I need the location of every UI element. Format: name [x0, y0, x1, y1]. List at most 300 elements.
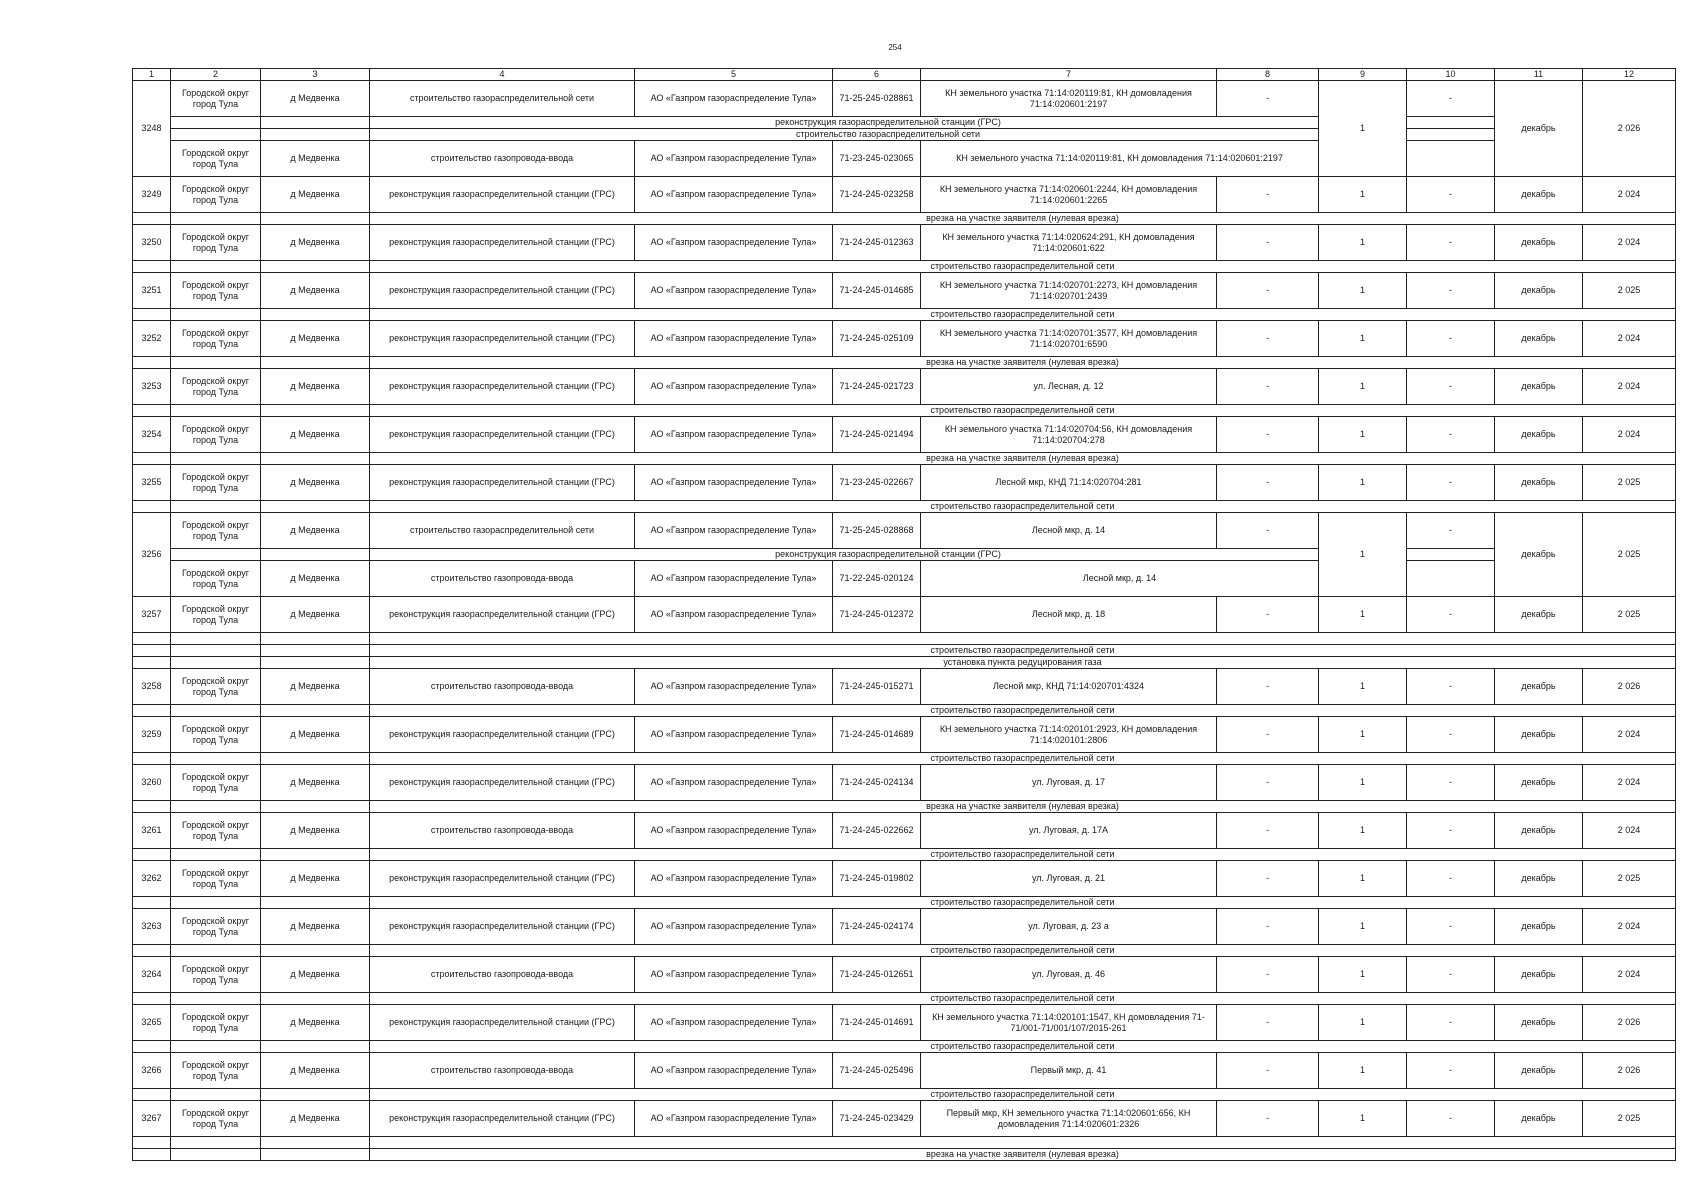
work-type-cell: реконструкция газораспределительной станции (ГРС) — [370, 765, 635, 801]
empty-cell — [261, 705, 370, 717]
address-cell: КН земельного участка 71:14:020119:81, КН домовладения 71:14:020601:2197 — [921, 81, 1217, 117]
col10-cell: - — [1407, 765, 1495, 801]
district-cell: Городской округ город Тула — [171, 765, 261, 801]
col10-cell: - — [1407, 177, 1495, 213]
column-number-row — [133, 69, 1676, 81]
code-cell: 71-24-245-012372 — [833, 597, 921, 633]
organization-cell: АО «Газпром газораспределение Тула» — [635, 861, 833, 897]
col8-cell: - — [1217, 177, 1319, 213]
empty-cell — [171, 1149, 261, 1161]
work-type-cell: реконструкция газораспределительной станции (ГРС) — [370, 369, 635, 405]
district-cell: Городской округ город Тула — [171, 141, 261, 177]
empty-cell — [1407, 561, 1495, 597]
entry-number: 3267 — [133, 1101, 171, 1137]
col9-cell: 1 — [1319, 513, 1407, 597]
month-cell: декабрь — [1495, 465, 1583, 501]
entry-number: 3254 — [133, 417, 171, 453]
empty-cell — [171, 633, 261, 645]
settlement-cell: д Медвенка — [261, 417, 370, 453]
year-cell: 2 026 — [1583, 669, 1676, 705]
entry-number: 3260 — [133, 765, 171, 801]
empty-cell — [261, 1089, 370, 1101]
district-cell: Городской округ город Тула — [171, 1005, 261, 1041]
empty-cell — [133, 753, 171, 765]
district-cell: Городской округ город Тула — [171, 321, 261, 357]
district-cell: Городской округ город Тула — [171, 861, 261, 897]
settlement-cell: д Медвенка — [261, 669, 370, 705]
address-cell: КН земельного участка 71:14:020601:2244, КН домовладения 71:14:020601:2265 — [921, 177, 1217, 213]
empty-cell — [261, 405, 370, 417]
code-cell: 71-24-245-023429 — [833, 1101, 921, 1137]
organization-cell: АО «Газпром газораспределение Тула» — [635, 957, 833, 993]
month-cell: декабрь — [1495, 597, 1583, 633]
empty-cell — [171, 1137, 261, 1149]
col8-cell: - — [1217, 465, 1319, 501]
month-cell: декабрь — [1495, 813, 1583, 849]
settlement-cell: д Медвенка — [261, 765, 370, 801]
col10-cell: - — [1407, 1101, 1495, 1137]
col8-cell: - — [1217, 513, 1319, 549]
address-cell: КН земельного участка 71:14:020701:2273, КН домовладения 71:14:020701:2439 — [921, 273, 1217, 309]
table-row — [133, 513, 1676, 549]
col8-cell: - — [1217, 909, 1319, 945]
code-cell: 71-22-245-020124 — [833, 561, 921, 597]
note-row — [133, 705, 1676, 717]
year-cell: 2 024 — [1583, 177, 1676, 213]
empty-cell — [261, 1137, 370, 1149]
year-cell: 2 024 — [1583, 813, 1676, 849]
note-row — [133, 897, 1676, 909]
empty-cell — [261, 129, 370, 141]
code-cell: 71-24-245-025109 — [833, 321, 921, 357]
empty-cell — [261, 1041, 370, 1053]
col8-cell: - — [1217, 81, 1319, 117]
note-row — [133, 753, 1676, 765]
note-row — [133, 993, 1676, 1005]
organization-cell: АО «Газпром газораспределение Тула» — [635, 1005, 833, 1041]
district-cell: Городской округ город Тула — [171, 273, 261, 309]
table-row — [133, 765, 1676, 801]
year-cell: 2 025 — [1583, 1101, 1676, 1137]
work-type-cell: строительство газопровода-ввода — [370, 561, 635, 597]
col10-cell: - — [1407, 1005, 1495, 1041]
year-cell: 2 024 — [1583, 369, 1676, 405]
year-cell: 2 026 — [1583, 1053, 1676, 1089]
month-cell: декабрь — [1495, 225, 1583, 261]
col9-cell: 1 — [1319, 717, 1407, 753]
district-cell: Городской округ город Тула — [171, 369, 261, 405]
note-cell: строительство газораспределительной сети — [370, 501, 1676, 513]
table-row — [133, 861, 1676, 897]
col10-cell: - — [1407, 1053, 1495, 1089]
settlement-cell: д Медвенка — [261, 1053, 370, 1089]
note-cell: строительство газораспределительной сети — [370, 261, 1676, 273]
district-cell: Городской округ город Тула — [171, 909, 261, 945]
empty-cell — [171, 261, 261, 273]
note-cell — [370, 633, 1676, 645]
work-type-cell: реконструкция газораспределительной станции (ГРС) — [370, 909, 635, 945]
entry-number: 3255 — [133, 465, 171, 501]
month-cell: декабрь — [1495, 321, 1583, 357]
work-type-cell: строительство газопровода-ввода — [370, 141, 635, 177]
empty-cell — [171, 1041, 261, 1053]
code-cell: 71-24-245-021723 — [833, 369, 921, 405]
note-row — [133, 849, 1676, 861]
entry-number: 3265 — [133, 1005, 171, 1041]
empty-cell — [171, 657, 261, 669]
empty-cell — [261, 657, 370, 669]
table-row — [133, 1053, 1676, 1089]
column-number-cell: 6 — [833, 69, 921, 81]
table-row — [133, 909, 1676, 945]
empty-cell — [133, 501, 171, 513]
work-type-cell: реконструкция газораспределительной станции (ГРС) — [370, 321, 635, 357]
table-row — [133, 561, 1676, 597]
col10-cell: - — [1407, 465, 1495, 501]
organization-cell: АО «Газпром газораспределение Тула» — [635, 81, 833, 117]
col10-cell: - — [1407, 513, 1495, 549]
note-row — [133, 453, 1676, 465]
column-number-cell: 7 — [921, 69, 1217, 81]
col9-cell: 1 — [1319, 81, 1407, 177]
empty-cell — [171, 309, 261, 321]
empty-cell — [1407, 129, 1495, 141]
note-cell: строительство газораспределительной сети — [370, 129, 1407, 141]
organization-cell: АО «Газпром газораспределение Тула» — [635, 765, 833, 801]
column-number-cell: 8 — [1217, 69, 1319, 81]
col9-cell: 1 — [1319, 1005, 1407, 1041]
col8-cell: - — [1217, 861, 1319, 897]
empty-cell — [133, 945, 171, 957]
empty-cell — [261, 945, 370, 957]
code-cell: 71-24-245-014689 — [833, 717, 921, 753]
empty-cell — [261, 849, 370, 861]
empty-cell — [261, 993, 370, 1005]
entry-number: 3249 — [133, 177, 171, 213]
empty-cell — [171, 753, 261, 765]
col10-cell: - — [1407, 81, 1495, 117]
settlement-cell: д Медвенка — [261, 1101, 370, 1137]
note-row — [133, 633, 1676, 645]
col9-cell: 1 — [1319, 861, 1407, 897]
col9-cell: 1 — [1319, 957, 1407, 993]
note-row — [133, 549, 1676, 561]
page-number: 254 — [888, 43, 902, 52]
empty-cell — [171, 129, 261, 141]
empty-cell — [171, 549, 261, 561]
entry-number: 3251 — [133, 273, 171, 309]
settlement-cell: д Медвенка — [261, 141, 370, 177]
district-cell: Городской округ город Тула — [171, 597, 261, 633]
address-cell: КН земельного участка 71:14:020704:56, КН домовладения 71:14:020704:278 — [921, 417, 1217, 453]
note-row — [133, 1041, 1676, 1053]
settlement-cell: д Медвенка — [261, 561, 370, 597]
year-cell: 2 024 — [1583, 957, 1676, 993]
col8-cell: - — [1217, 1101, 1319, 1137]
note-row — [133, 1149, 1676, 1161]
table-row — [133, 717, 1676, 753]
empty-cell — [261, 309, 370, 321]
year-cell: 2 025 — [1583, 513, 1676, 597]
entry-number: 3248 — [133, 81, 171, 177]
empty-cell — [171, 405, 261, 417]
empty-cell — [1407, 141, 1495, 177]
column-number-cell: 10 — [1407, 69, 1495, 81]
entry-number: 3262 — [133, 861, 171, 897]
note-cell: врезка на участке заявителя (нулевая врезка) — [370, 801, 1676, 813]
note-cell: строительство газораспределительной сети — [370, 705, 1676, 717]
col10-cell: - — [1407, 273, 1495, 309]
month-cell: декабрь — [1495, 369, 1583, 405]
organization-cell: АО «Газпром газораспределение Тула» — [635, 225, 833, 261]
month-cell: декабрь — [1495, 273, 1583, 309]
organization-cell: АО «Газпром газораспределение Тула» — [635, 717, 833, 753]
district-cell: Городской округ город Тула — [171, 957, 261, 993]
code-cell: 71-24-245-025496 — [833, 1053, 921, 1089]
district-cell: Городской округ город Тула — [171, 1101, 261, 1137]
address-cell: ул. Луговая, д. 21 — [921, 861, 1217, 897]
settlement-cell: д Медвенка — [261, 225, 370, 261]
column-number-cell: 4 — [370, 69, 635, 81]
note-cell: установка пункта редуцирования газа — [370, 657, 1676, 669]
work-type-cell: строительство газораспределительной сети — [370, 513, 635, 549]
note-cell: строительство газораспределительной сети — [370, 1089, 1676, 1101]
empty-cell — [133, 849, 171, 861]
col9-cell: 1 — [1319, 465, 1407, 501]
empty-cell — [261, 897, 370, 909]
address-cell: КН земельного участка 71:14:020119:81, КН домовладения 71:14:020601:2197 — [921, 141, 1319, 177]
district-cell: Городской округ город Тула — [171, 417, 261, 453]
empty-cell — [133, 405, 171, 417]
col10-cell: - — [1407, 417, 1495, 453]
table-row — [133, 813, 1676, 849]
empty-cell — [261, 453, 370, 465]
district-cell: Городской округ город Тула — [171, 513, 261, 549]
work-type-cell: реконструкция газораспределительной станции (ГРС) — [370, 861, 635, 897]
code-cell: 71-24-245-023258 — [833, 177, 921, 213]
work-type-cell: строительство газораспределительной сети — [370, 81, 635, 117]
note-cell: строительство газораспределительной сети — [370, 945, 1676, 957]
work-type-cell: реконструкция газораспределительной станции (ГРС) — [370, 225, 635, 261]
empty-cell — [133, 897, 171, 909]
note-row — [133, 645, 1676, 657]
empty-cell — [261, 213, 370, 225]
empty-cell — [133, 801, 171, 813]
month-cell: декабрь — [1495, 1053, 1583, 1089]
empty-cell — [171, 705, 261, 717]
work-type-cell: строительство газопровода-ввода — [370, 957, 635, 993]
table-row — [133, 225, 1676, 261]
col10-cell: - — [1407, 321, 1495, 357]
col8-cell: - — [1217, 369, 1319, 405]
empty-cell — [133, 309, 171, 321]
address-cell: ул. Луговая, д. 23 а — [921, 909, 1217, 945]
entry-number: 3253 — [133, 369, 171, 405]
empty-cell — [261, 549, 370, 561]
year-cell: 2 024 — [1583, 321, 1676, 357]
column-number-cell: 5 — [635, 69, 833, 81]
note-row — [133, 117, 1676, 129]
note-cell: реконструкция газораспределительной станции (ГРС) — [370, 117, 1407, 129]
table-row — [133, 369, 1676, 405]
col9-cell: 1 — [1319, 813, 1407, 849]
settlement-cell: д Медвенка — [261, 861, 370, 897]
note-cell: строительство газораспределительной сети — [370, 645, 1676, 657]
col10-cell: - — [1407, 813, 1495, 849]
organization-cell: АО «Газпром газораспределение Тула» — [635, 669, 833, 705]
col10-cell: - — [1407, 909, 1495, 945]
empty-cell — [133, 1041, 171, 1053]
work-type-cell: строительство газопровода-ввода — [370, 669, 635, 705]
empty-cell — [171, 453, 261, 465]
column-number-cell: 2 — [171, 69, 261, 81]
col9-cell: 1 — [1319, 321, 1407, 357]
col8-cell: - — [1217, 669, 1319, 705]
code-cell: 71-23-245-023065 — [833, 141, 921, 177]
settlement-cell: д Медвенка — [261, 273, 370, 309]
note-row — [133, 1137, 1676, 1149]
organization-cell: АО «Газпром газораспределение Тула» — [635, 909, 833, 945]
note-row — [133, 261, 1676, 273]
organization-cell: АО «Газпром газораспределение Тула» — [635, 321, 833, 357]
year-cell: 2 025 — [1583, 465, 1676, 501]
table-row — [133, 597, 1676, 633]
table-row — [133, 1005, 1676, 1041]
col9-cell: 1 — [1319, 669, 1407, 705]
year-cell: 2 024 — [1583, 765, 1676, 801]
address-cell: ул. Луговая, д. 17 — [921, 765, 1217, 801]
table-row — [133, 321, 1676, 357]
address-cell: КН земельного участка 71:14:020101:1547, КН домовладения 71-71/001-71/001/107/2015-261 — [921, 1005, 1217, 1041]
entry-number: 3252 — [133, 321, 171, 357]
code-cell: 71-24-245-014685 — [833, 273, 921, 309]
district-cell: Городской округ город Тула — [171, 177, 261, 213]
entry-number: 3261 — [133, 813, 171, 849]
district-cell: Городской округ город Тула — [171, 561, 261, 597]
empty-cell — [133, 1089, 171, 1101]
empty-cell — [261, 261, 370, 273]
settlement-cell: д Медвенка — [261, 321, 370, 357]
col10-cell: - — [1407, 717, 1495, 753]
work-type-cell: строительство газопровода-ввода — [370, 813, 635, 849]
empty-cell — [261, 633, 370, 645]
work-type-cell: реконструкция газораспределительной станции (ГРС) — [370, 1101, 635, 1137]
empty-cell — [1407, 549, 1495, 561]
note-cell: строительство газораспределительной сети — [370, 405, 1676, 417]
code-cell: 71-24-245-019802 — [833, 861, 921, 897]
settlement-cell: д Медвенка — [261, 177, 370, 213]
note-cell: реконструкция газораспределительной станции (ГРС) — [370, 549, 1407, 561]
empty-cell — [133, 633, 171, 645]
col8-cell: - — [1217, 321, 1319, 357]
address-cell: Первый мкр, КН земельного участка 71:14:020601:656, КН домовладения 71:14:020601:2326 — [921, 1101, 1217, 1137]
settlement-cell: д Медвенка — [261, 1005, 370, 1041]
month-cell: декабрь — [1495, 1101, 1583, 1137]
empty-cell — [171, 945, 261, 957]
settlement-cell: д Медвенка — [261, 513, 370, 549]
entry-number: 3263 — [133, 909, 171, 945]
empty-cell — [171, 213, 261, 225]
empty-cell — [261, 645, 370, 657]
note-row — [133, 801, 1676, 813]
month-cell: декабрь — [1495, 81, 1583, 177]
district-cell: Городской округ город Тула — [171, 465, 261, 501]
note-cell — [370, 1137, 1676, 1149]
code-cell: 71-24-245-021494 — [833, 417, 921, 453]
table-row — [133, 417, 1676, 453]
col9-cell: 1 — [1319, 177, 1407, 213]
entry-number: 3256 — [133, 513, 171, 597]
empty-cell — [171, 117, 261, 129]
col9-cell: 1 — [1319, 765, 1407, 801]
month-cell: декабрь — [1495, 1005, 1583, 1041]
col9-cell: 1 — [1319, 417, 1407, 453]
organization-cell: АО «Газпром газораспределение Тула» — [635, 465, 833, 501]
settlement-cell: д Медвенка — [261, 369, 370, 405]
empty-cell — [133, 645, 171, 657]
note-row — [133, 501, 1676, 513]
col10-cell: - — [1407, 225, 1495, 261]
district-cell: Городской округ город Тула — [171, 225, 261, 261]
note-cell: строительство газораспределительной сети — [370, 897, 1676, 909]
table-row — [133, 141, 1676, 177]
empty-cell — [171, 849, 261, 861]
entry-number: 3266 — [133, 1053, 171, 1089]
empty-cell — [261, 117, 370, 129]
col10-cell: - — [1407, 957, 1495, 993]
note-row — [133, 213, 1676, 225]
month-cell: декабрь — [1495, 765, 1583, 801]
district-cell: Городской округ город Тула — [171, 81, 261, 117]
note-cell: врезка на участке заявителя (нулевая врезка) — [370, 213, 1676, 225]
work-type-cell: реконструкция газораспределительной станции (ГРС) — [370, 597, 635, 633]
month-cell: декабрь — [1495, 669, 1583, 705]
empty-cell — [133, 993, 171, 1005]
organization-cell: АО «Газпром газораспределение Тула» — [635, 597, 833, 633]
settlement-cell: д Медвенка — [261, 597, 370, 633]
note-cell: врезка на участке заявителя (нулевая врезка) — [370, 357, 1676, 369]
empty-cell — [133, 705, 171, 717]
col8-cell: - — [1217, 417, 1319, 453]
empty-cell — [261, 753, 370, 765]
settlement-cell: д Медвенка — [261, 909, 370, 945]
code-cell: 71-24-245-012363 — [833, 225, 921, 261]
code-cell: 71-24-245-024174 — [833, 909, 921, 945]
code-cell: 71-24-245-024134 — [833, 765, 921, 801]
organization-cell: АО «Газпром газораспределение Тула» — [635, 177, 833, 213]
column-number-cell: 1 — [133, 69, 171, 81]
code-cell: 71-23-245-022667 — [833, 465, 921, 501]
address-cell: Лесной мкр, КНД 71:14:020701:4324 — [921, 669, 1217, 705]
address-cell: Лесной мкр, д. 14 — [921, 561, 1319, 597]
address-cell: ул. Луговая, д. 17А — [921, 813, 1217, 849]
organization-cell: АО «Газпром газораспределение Тула» — [635, 141, 833, 177]
month-cell: декабрь — [1495, 417, 1583, 453]
note-cell: строительство газораспределительной сети — [370, 993, 1676, 1005]
col9-cell: 1 — [1319, 273, 1407, 309]
note-row — [133, 945, 1676, 957]
empty-cell — [171, 1089, 261, 1101]
note-cell: строительство газораспределительной сети — [370, 753, 1676, 765]
organization-cell: АО «Газпром газораспределение Тула» — [635, 813, 833, 849]
note-cell: врезка на участке заявителя (нулевая врезка) — [370, 1149, 1676, 1161]
empty-cell — [261, 801, 370, 813]
table-row — [133, 465, 1676, 501]
empty-cell — [133, 213, 171, 225]
settlement-cell: д Медвенка — [261, 813, 370, 849]
col8-cell: - — [1217, 765, 1319, 801]
empty-cell — [261, 1149, 370, 1161]
